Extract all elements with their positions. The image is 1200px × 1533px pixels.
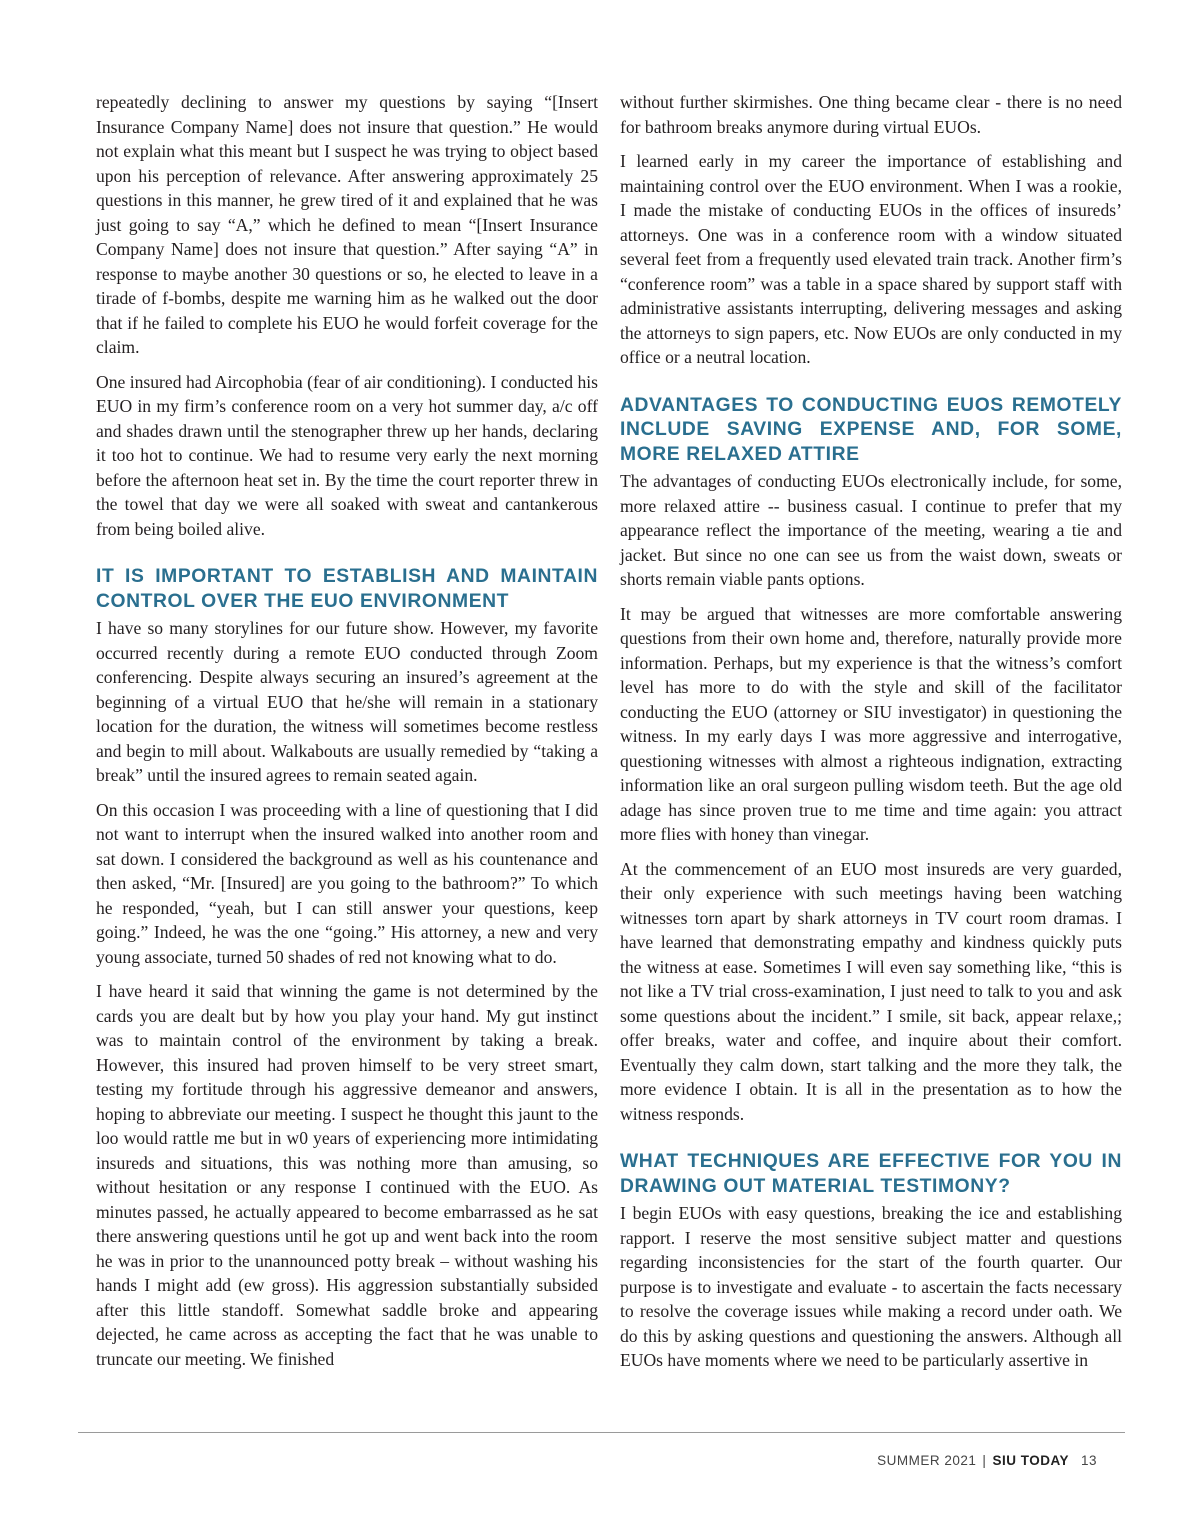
footer-divider — [78, 1432, 1125, 1433]
body-paragraph: It may be argued that witnesses are more comfortable answering questions from their own home and, therefore, naturally provide more information. Perhaps, but my experience is that the witness’s comfort level has more to do with the style and skill of the facilitator conducting the EUO (attorney or SIU investigator) in questioning the witness. In my early days I was more aggressive and interrogative, questioning witnesses with almost a righteous indignation, extracting information like an oral surgeon pulling wisdom teeth. But the age old adage has since proven true to me time and time again: you attract more flies with honey than vinegar. — [620, 603, 1122, 844]
footer-magazine-title: SIU TODAY — [992, 1453, 1069, 1468]
body-paragraph: At the commencement of an EUO most insureds are very guarded, their only experience with such meetings having been watching witnesses torn apart by shark attorneys in TV court room dramas. I have learned that demonstrating empathy and kindness quickly puts the witness at ease. Sometimes I will even say something like, “this is not like a TV trial cross-examination, I just need to talk to you and ask some questions about the incident.” I smile, sit back, appear relaxe,; offer breaks, water and coffee, and inquire about their comfort. Eventually they calm down, start talking and the more they talk, the more evidence I obtain. It is all in the presentation as to how the witness responds. — [620, 858, 1122, 1124]
body-paragraph: without further skirmishes. One thing became clear - there is no need for bathroom breaks anymore during virtual EUOs. — [620, 92, 1122, 137]
footer-separator: | — [982, 1453, 987, 1468]
section-heading: WHAT TECHNIQUES ARE EFFECTIVE FOR YOU IN DRAWING OUT MATERIAL TESTIMONY? — [620, 1151, 1122, 1197]
body-paragraph: I begin EUOs with easy questions, breaking the ice and establishing rapport. I reserve the most sensitive subject matter and questions regarding inconsistencies for the start of the fourth quarter. Our purpose is to investigate and evaluate - to ascertain the facts necessary to resolve the coverage issues while making a record under oath. We do this by asking questions and questioning the answers. Although all EUOs have moments where we need to be particularly assertive in — [620, 1203, 1122, 1370]
page-number: 13 — [1080, 1453, 1097, 1468]
body-paragraph: I learned early in my career the importance of establishing and maintaining control over the EUO environment. When I was a rookie, I made the mistake of conducting EUOs in the offices of insureds’ attorneys. One was in a conference room with a window situated several feet from a frequently used elevated train track. Another firm’s “conference room” was a table in a space shared by support staff with administrative assistants interrupting, delivering messages and asking the attorneys to sign papers, etc. Now EUOs are only conducted in my office or a neutral location. — [620, 151, 1122, 367]
body-paragraph: repeatedly declining to answer my questions by saying “[Insert Insurance Company Name] does not insure that question.” He would not explain what this meant but I suspect he was trying to object based upon his perception of relevance. After answering approximately 25 questions in this manner, he grew tired of it and explained that he was just going to say “A,” which he defined to mean “[Insert Insurance Company Name] does not insure that question.” After saying “A” in response to maybe another 30 questions or so, he elected to leave in a tirade of f-bombs, despite me warning him as he walked out the door that if he failed to complete his EUO he would forfeit coverage for the claim. — [96, 92, 598, 357]
page-footer — [877, 1453, 1097, 1468]
section-heading: ADVANTAGES TO CONDUCTING EUOS REMOTELY INCLUDE SAVING EXPENSE AND, FOR SOME, MORE RELAXED ATTIRE — [620, 394, 1122, 465]
body-paragraph: One insured had Aircophobia (fear of air conditioning). I conducted his EUO in my firm’s conference room on a very hot summer day, a/c off and shades drawn until the stenographer threw up her hands, declaring it too hot to continue. We had to resume very early the next morning before the afternoon heat set in. By the time the court reporter threw in the towel that day we were all soaked with sweat and cantankerous from being boiled alive. — [96, 371, 598, 539]
footer-issue: SUMMER 2021 — [877, 1453, 977, 1468]
body-paragraph: The advantages of conducting EUOs electronically include, for some, more relaxed attire -- business casual. I continue to prefer that my appearance reflect the importance of the meeting, wearing a tie and jacket. But since no one can see us from the waist down, sweats or shorts remain viable pants options. — [620, 471, 1122, 589]
body-paragraph: I have heard it said that winning the game is not determined by the cards you are dealt but by how you play your hand. My gut instinct was to maintain control of the environment by taking a break. However, this insured had proven himself to be very street smart, testing my fortitude through his aggressive demeanor and answers, hoping to abbreviate our meeting. I suspect he thought this jaunt to the loo would rattle me but in w0 years of experiencing more intimidating insureds and situations, this was nothing more than amusing, so without hesitation or any response I continued with the EUO. As minutes passed, he actually appeared to become embarrassed as he sat there answering questions until he got up and went back into the room he was in prior to the unannounced potty break – without washing his hands I might add (ew gross). His aggression substantially subsided after this little standoff. Somewhat saddle broke and appearing dejected, he came across as accepting the fact that he was unable to truncate our meeting. We finished — [96, 981, 598, 1369]
section-heading: IT IS IMPORTANT TO ESTABLISH AND MAINTAIN CONTROL OVER THE EUO ENVIRONMENT — [96, 566, 598, 612]
right-column — [620, 90, 1122, 1383]
body-paragraph: On this occasion I was proceeding with a line of questioning that I did not want to interrupt when the insured walked into another room and sat down. I considered the background as well as his countenance and then asked, “Mr. [Insured] are you going to the bathroom?” To which he responded, “yeah, but I can still answer your questions, keep going.” Indeed, he was the one “going.” His attorney, a new and very young associate, turned 50 shades of red not knowing what to do. — [96, 799, 598, 967]
body-paragraph: I have so many storylines for our future show. However, my favorite occurred recently during a remote EUO conducted through Zoom conferencing. Despite always securing an insured’s agreement at the beginning of a virtual EUO that he/she will remain in a stationary location for the duration, the witness will sometimes become restless and begin to mill about. Walkabouts are usually remedied by “taking a break” until the insured agrees to remain seated again. — [96, 618, 598, 785]
left-column — [96, 90, 598, 1381]
